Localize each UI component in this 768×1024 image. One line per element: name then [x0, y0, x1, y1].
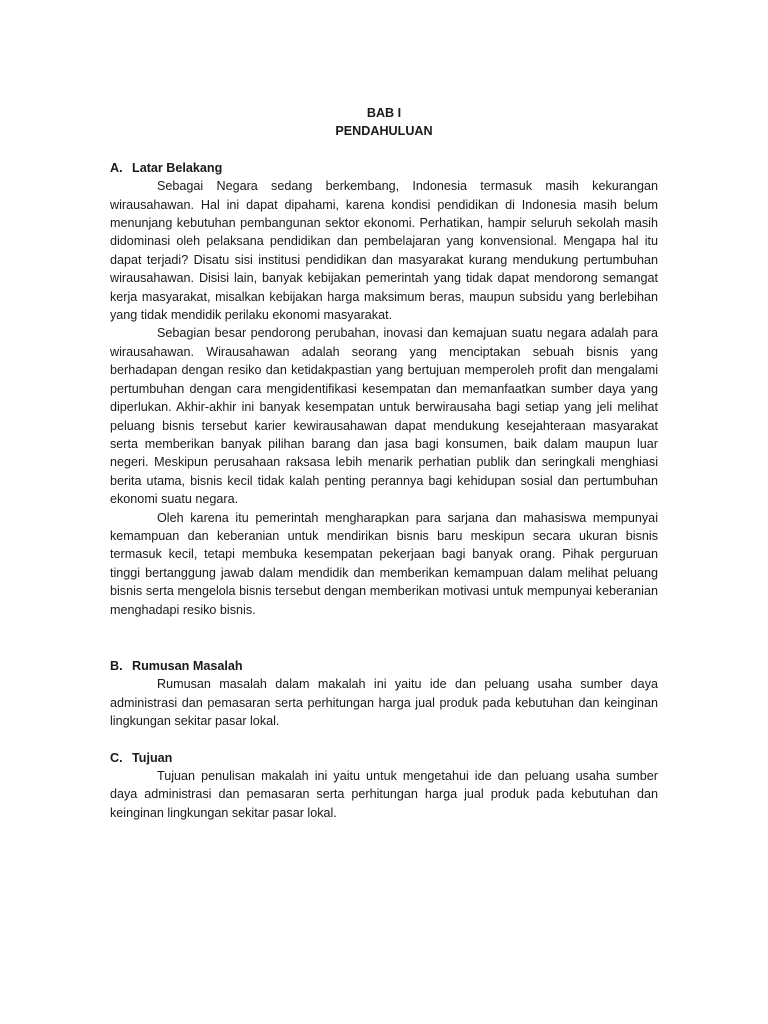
paragraph: Sebagian besar pendorong perubahan, inovasi dan kemajuan suatu negara adalah para wirausahawan. Wirausahawan adalah seorang yang menciptakan sebuah bisnis yang berhadapan dengan resiko dan ketidakpastian yang bertujuan memperoleh profit dan mengalami pertumbuhan dengan cara mengidentifikasi kesempatan dan memanfaatkan sumber daya yang diperlukan. Akhir-akhir ini banyak kesempatan untuk berwirausaha bagi setiap yang jeli melihat peluang bisnis tersebut karier kewirausahawan dapat mendukung kesejahteraan masyarakat serta memberikan banyak pilihan barang dan jasa bagi konsumen, baik dalam maupun luar negeri. Meskipun perusahaan raksasa lebih menarik perhatian publik dan seringkali menghiasi berita utama, bisnis kecil tidak kalah penting perannya bagi kehidupan sosial dan pertumbuhan ekonomi suatu negara.: [110, 326, 658, 507]
section-rumusan-masalah: [110, 657, 658, 731]
section-letter: A.: [110, 160, 123, 175]
section-tujuan: [110, 749, 658, 823]
paragraph: Tujuan penulisan makalah ini yaitu untuk mengetahui ide dan peluang usaha sumber daya administrasi dan pemasaran serta perhitungan harga jual produk pada kebutuhan dan keinginan lingkungan sekitar pasar lokal.: [110, 769, 658, 820]
paragraph: Sebagai Negara sedang berkembang, Indonesia termasuk masih kekurangan wirausahawan. Hal ini dapat dipahami, karena kondisi pendidikan di Indonesia masih belum menunjang kebutuhan pembangunan sektor ekonomi. Perhatikan, hampir seluruh sekolah masih didominasi oleh pelaksana pendidikan dan pembelajaran yang konvensional. Mengapa hal itu dapat terjadi? Disatu sisi institusi pendidikan dan masyarakat kurang mendukung pertumbuhan wirausahawan. Disisi lain, banyak kebijakan pemerintah yang tidak dapat mendorong semangat kerja masyarakat, misalkan kebijakan harga maksimum beras, maupun subsidu yang berlebihan yang tidak mendidik perilaku ekonomi masyarakat.: [110, 179, 658, 323]
section-heading: [110, 749, 658, 767]
section-title: Tujuan: [132, 750, 173, 765]
paragraph: Rumusan masalah dalam makalah ini yaitu ide dan peluang usaha sumber daya administrasi dan pemasaran serta perhitungan harga jual produk pada kebutuhan dan keinginan lingkungan sekitar pasar lokal.: [110, 677, 658, 729]
section-latar-belakang: [110, 159, 658, 619]
section-title: Rumusan Masalah: [132, 658, 243, 673]
section-letter: B.: [110, 658, 123, 673]
section-letter: C.: [110, 750, 123, 765]
section-title: Latar Belakang: [132, 160, 223, 175]
section-heading: [110, 159, 658, 177]
chapter-title: PENDAHULUAN: [335, 124, 433, 139]
section-heading: [110, 657, 658, 675]
chapter-number: BAB I: [366, 106, 402, 120]
document-page: [110, 104, 658, 822]
paragraph: Oleh karena itu pemerintah mengharapkan para sarjana dan mahasiswa mempunyai kemampuan dan keberanian untuk mendirikan bisnis baru meskipun secara ukuran bisnis termasuk kecil, tetapi membuka kesempatan pekerjaan bagi banyak orang. Pihak perguruan tinggi bertanggung jawab dalam mendidik dan memberikan kemampuan dalam melihat peluang bisnis serta mengelola bisnis tersebut dengan memberikan motivasi untuk mempunyai keberanian menghadapi resiko bisnis.: [110, 510, 658, 617]
